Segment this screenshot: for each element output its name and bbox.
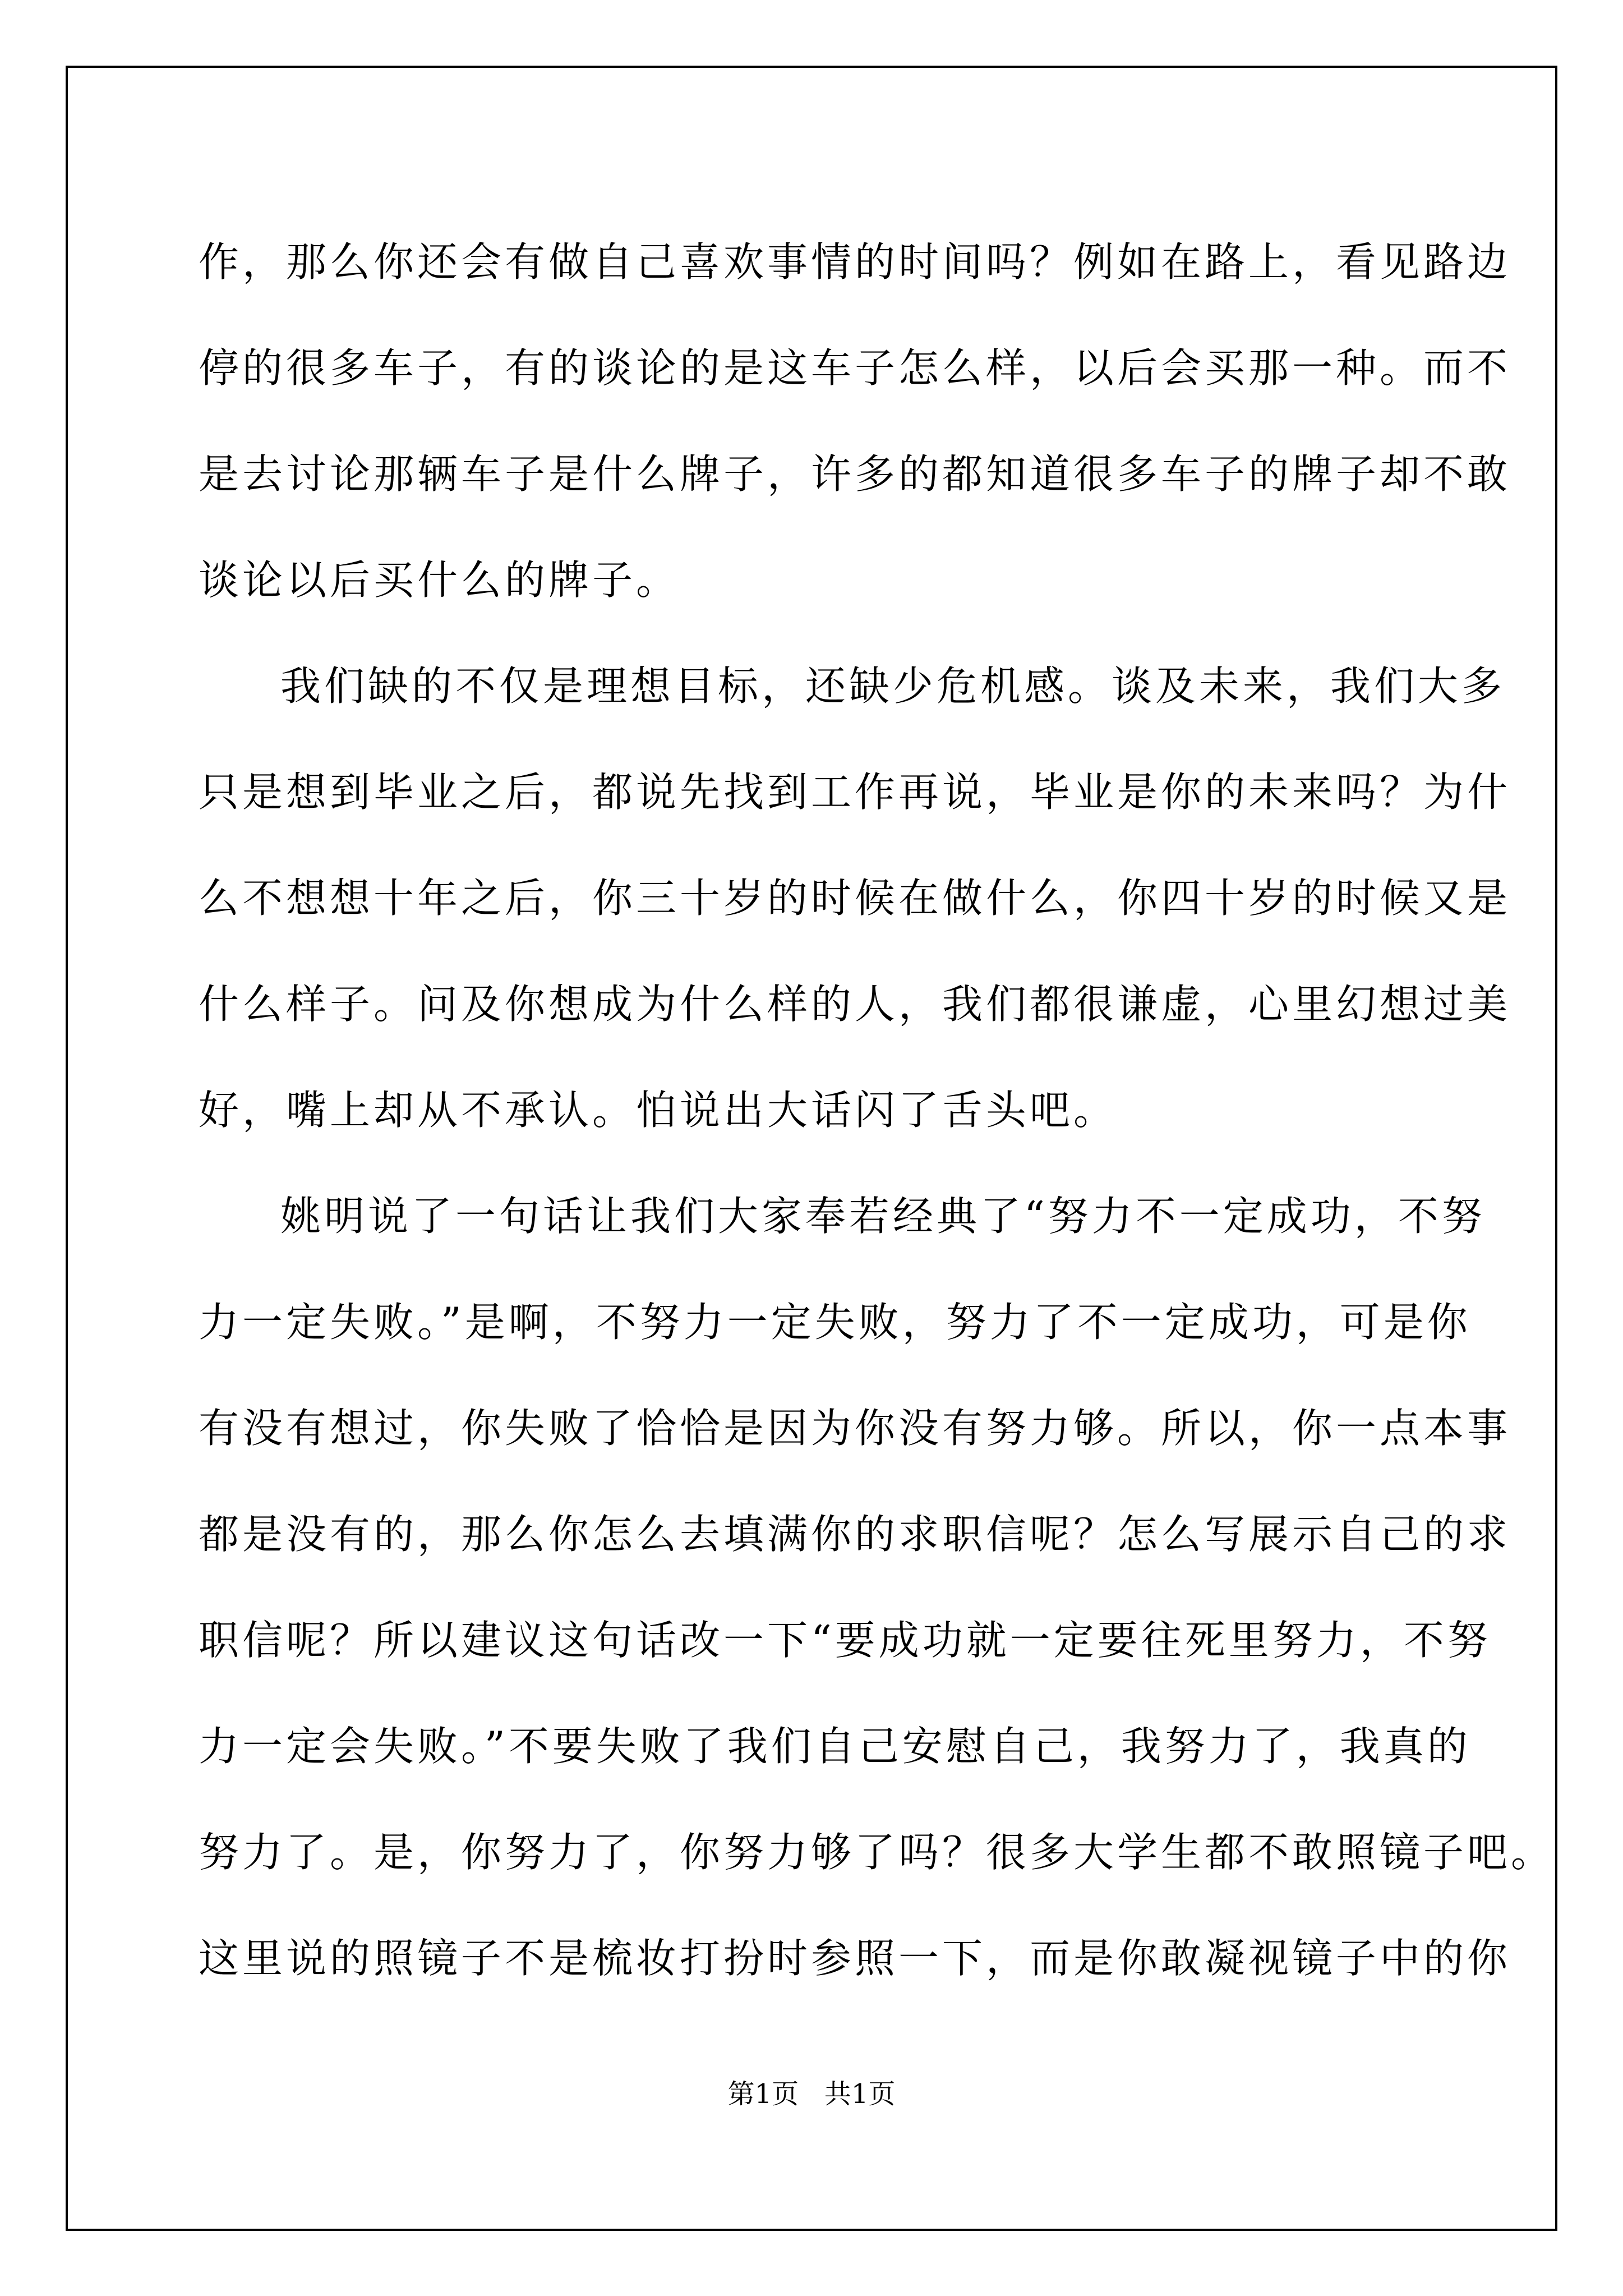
text-line: 这里说的照镜子不是梳妆打扮时参照一下，而是你敢凝视镜子中的你 bbox=[199, 1935, 1511, 1982]
text-line: 好，嘴上却从不承认。怕说出大话闪了舌头吧。 bbox=[199, 1087, 1118, 1134]
text-line: 努力了。是，你努力了，你努力够了吗？很多大学生都不敢照镜子吧。 bbox=[199, 1829, 1555, 1876]
page-footer: 第1页 共1页 bbox=[727, 2078, 896, 2110]
document-body bbox=[199, 209, 1555, 2012]
text-line: 停的很多车子，有的谈论的是这车子怎么样，以后会买那一种。而不 bbox=[199, 344, 1511, 392]
text-line: 力一定失败。”是啊，不努力一定失败，努力了不一定成功，可是你 bbox=[199, 1299, 1471, 1346]
text-line: 作，那么你还会有做自己喜欢事情的时间吗？例如在路上，看见路边 bbox=[199, 238, 1511, 286]
text-line: 有没有想过，你失败了恰恰是因为你没有努力够。所以，你一点本事 bbox=[199, 1405, 1511, 1452]
text-line: 都是没有的，那么你怎么去填满你的求职信呢？怎么写展示自己的求 bbox=[199, 1511, 1511, 1558]
text-line: 么不想想十年之后，你三十岁的时候在做什么，你四十岁的时候又是 bbox=[199, 875, 1511, 922]
text-line: 只是想到毕业之后，都说先找到工作再说，毕业是你的未来吗？为什 bbox=[199, 769, 1511, 816]
text-line: 职信呢？所以建议这句话改一下“要成功就一定要往死里努力，不努 bbox=[199, 1617, 1491, 1664]
text-line: 谈论以后买什么的牌子。 bbox=[199, 556, 680, 604]
paragraph-start-line: 姚明说了一句话让我们大家奉若经典了“努力不一定成功，不努 bbox=[280, 1193, 1486, 1240]
text-line: 力一定会失败。”不要失败了我们自己安慰自己，我努力了，我真的 bbox=[199, 1723, 1471, 1770]
paragraph-start-line: 我们缺的不仅是理想目标，还缺少危机感。谈及未来，我们大多 bbox=[280, 662, 1506, 710]
text-line: 什么样子。问及你想成为什么样的人，我们都很谦虚，心里幻想过美 bbox=[199, 981, 1511, 1028]
text-line: 是去讨论那辆车子是什么牌子，许多的都知道很多车子的牌子却不敢 bbox=[199, 450, 1511, 498]
